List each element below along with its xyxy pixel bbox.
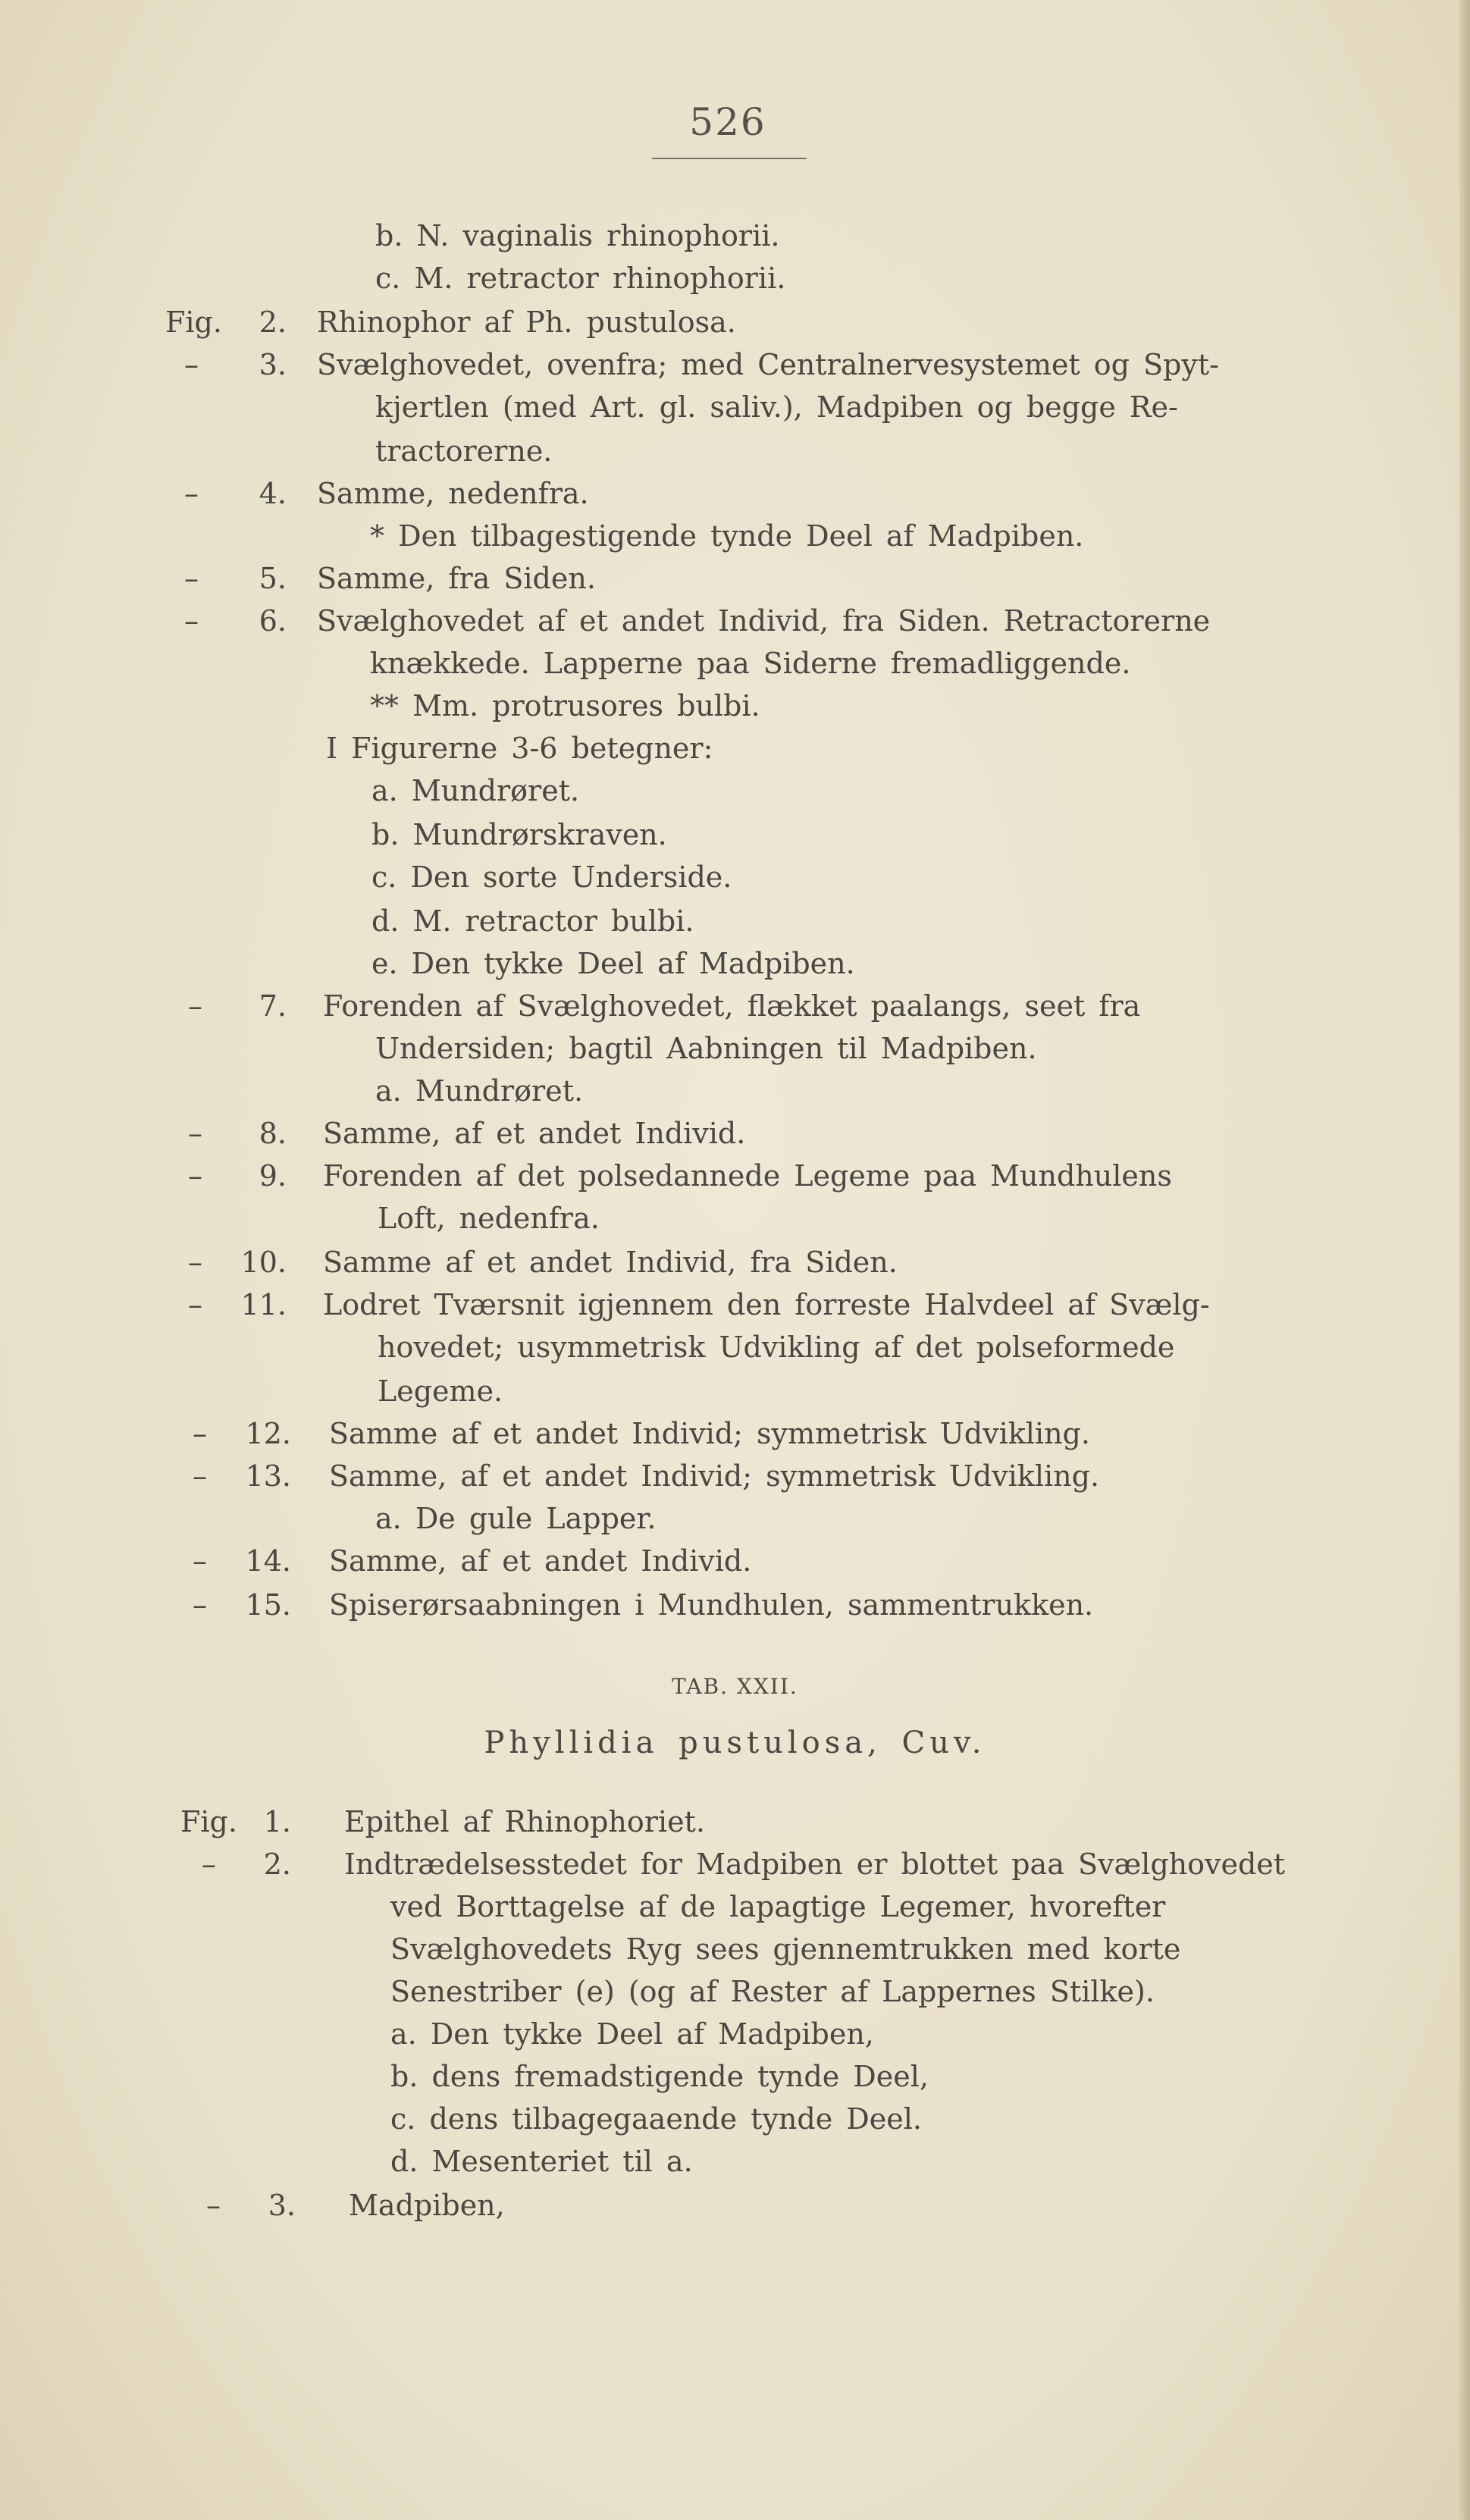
caption-line: a. Den tykke Deel af Madpiben, bbox=[390, 2017, 874, 2051]
figure-entry: Fig. 2. Rhinophor af Ph. pustulosa. bbox=[165, 303, 736, 343]
figure-entry: – 3. Svælghovedet, ovenfra; med Centralnervesystemet og Spyt- bbox=[184, 346, 1219, 385]
figure-number: 10. bbox=[240, 1246, 287, 1279]
figure-prefix: – bbox=[188, 1288, 202, 1321]
caption-line: knækkede. Lapperne paa Siderne fremadliggende. bbox=[370, 647, 1131, 680]
page-edge bbox=[1459, 0, 1470, 2520]
figure-prefix: – bbox=[188, 1246, 202, 1279]
figure-prefix: – bbox=[202, 1848, 216, 1881]
plate-heading: TAB. XXII. bbox=[672, 1674, 798, 1699]
figure-entry: – 8. Samme, af et andet Individ. bbox=[188, 1114, 745, 1154]
figure-prefix: – bbox=[184, 348, 199, 381]
figure-prefix: – bbox=[184, 477, 199, 510]
caption-line: c. M. retractor rhinophorii. bbox=[375, 262, 786, 295]
caption-line: Senestriber (e) (og af Rester af Lappernes Stilke). bbox=[390, 1975, 1155, 2008]
figure-number: 3. bbox=[259, 348, 287, 381]
caption-line: tractorerne. bbox=[375, 434, 553, 468]
page-number: 526 bbox=[689, 100, 766, 144]
figure-number: 7. bbox=[259, 989, 287, 1023]
figure-prefix: – bbox=[193, 1588, 207, 1622]
figure-prefix: – bbox=[184, 562, 199, 595]
caption-line: c. Den sorte Underside. bbox=[371, 860, 732, 894]
figure-entry: – 3. Madpiben, bbox=[206, 2186, 505, 2226]
figure-prefix: – bbox=[188, 989, 202, 1023]
page-number-rule bbox=[652, 158, 807, 159]
figure-number: 8. bbox=[259, 1117, 287, 1150]
figure-number: 6. bbox=[259, 604, 287, 638]
caption-line: a. Mundrøret. bbox=[375, 1074, 584, 1108]
figure-entry: – 2. Indtrædelsesstedet for Madpiben er blottet paa Svælghovedet bbox=[202, 1845, 1285, 1885]
caption-line: a. De gule Lapper. bbox=[375, 1502, 657, 1535]
caption-line: Svælghovedets Ryg sees gjennemtrukken med korte bbox=[390, 1932, 1181, 1966]
caption-line: d. M. retractor bulbi. bbox=[371, 904, 694, 938]
caption-line: Legeme. bbox=[378, 1374, 503, 1408]
figure-prefix: – bbox=[184, 604, 199, 638]
figure-entry: – 11. Lodret Tværsnit igjennem den forreste Halvdeel af Svælg- bbox=[188, 1286, 1210, 1325]
figure-prefix: – bbox=[206, 2189, 221, 2222]
figure-prefix: – bbox=[193, 1417, 207, 1450]
figure-prefix: Fig. bbox=[180, 1805, 237, 1838]
caption-line: c. dens tilbagegaaende tynde Deel. bbox=[390, 2102, 922, 2136]
figure-entry: – 4. Samme, nedenfra. bbox=[184, 475, 589, 514]
caption-line: kjertlen (med Art. gl. saliv.), Madpiben og begge Re- bbox=[375, 390, 1178, 424]
figure-number: 3. bbox=[268, 2189, 296, 2222]
figure-entry: – 12. Samme af et andet Individ; symmetrisk Udvikling. bbox=[193, 1415, 1090, 1454]
caption-line: b. N. vaginalis rhinophorii. bbox=[375, 219, 780, 252]
figure-entry: – 14. Samme, af et andet Individ. bbox=[193, 1542, 751, 1581]
caption-line: * Den tilbagestigende tynde Deel af Madpiben. bbox=[370, 519, 1084, 553]
figure-entry: – 10. Samme af et andet Individ, fra Siden. bbox=[188, 1243, 898, 1283]
figure-prefix: Fig. bbox=[165, 306, 222, 339]
caption-line: hovedet; usymmetrisk Udvikling af det polseformede bbox=[378, 1331, 1175, 1364]
figure-number: 11. bbox=[240, 1288, 287, 1321]
caption-line: ** Mm. protrusores bulbi. bbox=[370, 689, 760, 722]
figure-number: 5. bbox=[259, 562, 287, 595]
figure-prefix: – bbox=[188, 1117, 202, 1150]
caption-line: ved Borttagelse af de lapagtige Legemer, hvorefter bbox=[390, 1890, 1166, 1923]
figure-entry: – 13. Samme, af et andet Individ; symmetrisk Udvikling. bbox=[193, 1457, 1099, 1497]
figure-entry: – 9. Forenden af det polsedannede Legeme paa Mundhulens bbox=[188, 1157, 1172, 1196]
figure-entry: – 6. Svælghovedet af et andet Individ, fra Siden. Retractorerne bbox=[184, 602, 1210, 641]
caption-line: e. Den tykke Deel af Madpiben. bbox=[371, 947, 855, 980]
caption-line: I Figurerne 3-6 betegner: bbox=[326, 732, 713, 765]
figure-entry: – 5. Samme, fra Siden. bbox=[184, 559, 596, 599]
figure-entry: – 7. Forenden af Svælghovedet, flækket paalangs, seet fra bbox=[188, 987, 1140, 1026]
caption-line: Loft, nedenfra. bbox=[378, 1202, 600, 1235]
figure-number: 2. bbox=[263, 1848, 291, 1881]
caption-line: a. Mundrøret. bbox=[371, 774, 580, 807]
figure-number: 4. bbox=[259, 477, 287, 510]
caption-line: b. dens fremadstigende tynde Deel, bbox=[390, 2060, 929, 2093]
figure-prefix: – bbox=[193, 1544, 207, 1578]
figure-number: 14. bbox=[245, 1544, 291, 1578]
figure-number: 1. bbox=[263, 1805, 291, 1838]
figure-entry: – 15. Spiserørsaabningen i Mundhulen, sammentrukken. bbox=[193, 1586, 1093, 1625]
figure-number: 2. bbox=[259, 306, 287, 339]
species-title: Phyllidia pustulosa, Cuv. bbox=[484, 1725, 986, 1760]
figure-number: 15. bbox=[245, 1588, 291, 1622]
figure-entry: Fig. 1. Epithel af Rhinophoriet. bbox=[180, 1803, 705, 1842]
figure-number: 13. bbox=[245, 1459, 291, 1493]
caption-line: d. Mesenteriet til a. bbox=[390, 2145, 693, 2178]
figure-prefix: – bbox=[193, 1459, 207, 1493]
figure-prefix: – bbox=[188, 1159, 202, 1193]
caption-line: b. Mundrørskraven. bbox=[371, 818, 667, 851]
caption-line: Undersiden; bagtil Aabningen til Madpiben. bbox=[375, 1032, 1037, 1065]
figure-number: 12. bbox=[245, 1417, 291, 1450]
figure-number: 9. bbox=[259, 1159, 287, 1193]
